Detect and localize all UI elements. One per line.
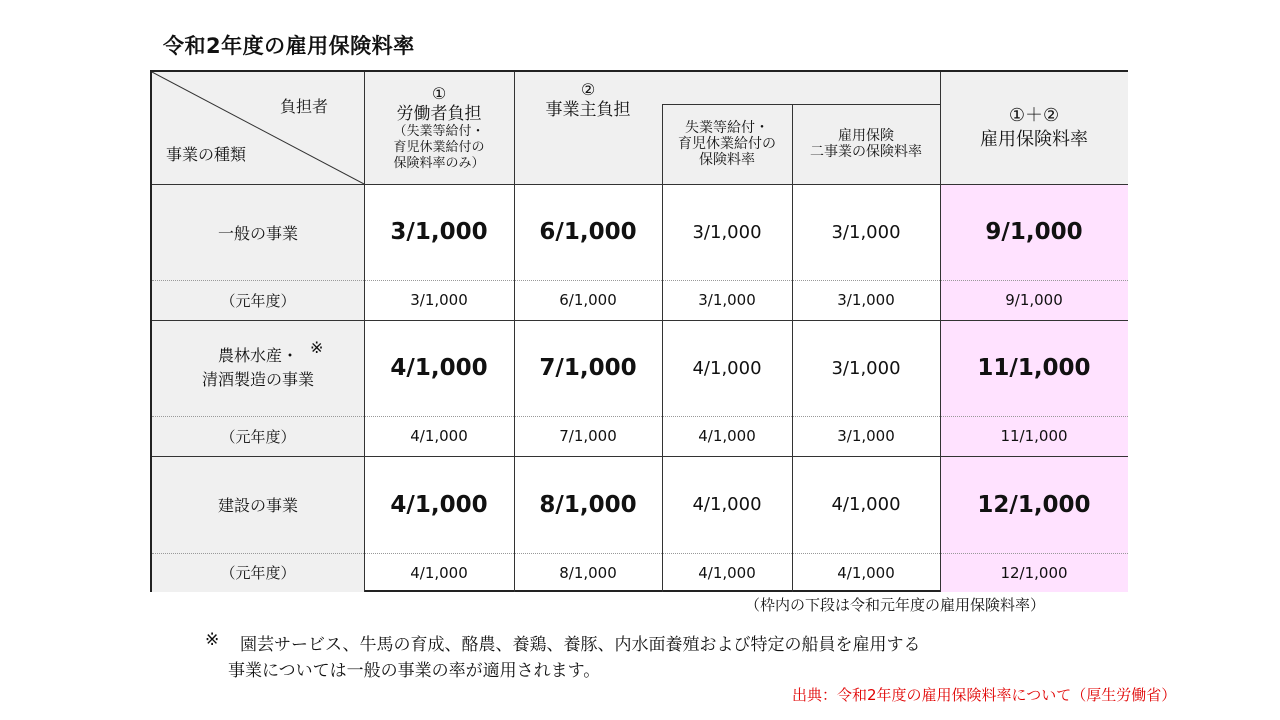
- row-2-sub2: 3/1,000: [831, 357, 901, 379]
- row-2-type: 農林水産・ 清酒製造の事業: [201, 346, 314, 389]
- row-1-total: 9/1,000: [985, 219, 1083, 245]
- row-3-worker: 4/1,000: [390, 491, 488, 518]
- row-3-sub1: 4/1,000: [692, 494, 762, 515]
- row-2-sub1: 4/1,000: [692, 357, 762, 379]
- row-2-prev-sub1: 4/1,000: [698, 427, 756, 445]
- total-header: [940, 72, 1128, 184]
- row-2-total: 11/1,000: [977, 355, 1091, 381]
- worker-label: 労働者負担: [396, 104, 482, 124]
- insurance-rate-table: [150, 70, 1128, 592]
- row-2-worker: 4/1,000: [390, 355, 488, 381]
- row-2-prev-sub2: 3/1,000: [837, 427, 895, 445]
- row-1-prev-employer: 6/1,000: [559, 291, 617, 309]
- note-line-1: 園芸サービス、牛馬の育成、酪農、養鶏、養豚、内水面養殖および特定の船員を雇用する: [240, 635, 921, 655]
- row-3-prev-label: （元年度）: [220, 564, 296, 582]
- row-2-prev-worker: 4/1,000: [410, 427, 468, 445]
- row-3-type: 建設の事業: [217, 496, 298, 515]
- sub1-header: 失業等給付・ 育児休業給付の 保険料率: [678, 120, 776, 168]
- note-line-2: 事業については一般の事業の率が適用されます。: [228, 661, 601, 681]
- row-3-prev-sub1: 4/1,000: [698, 563, 756, 582]
- row-1-sub1: 3/1,000: [692, 221, 762, 243]
- row-2-prev-total: 11/1,000: [1000, 427, 1068, 445]
- burden-label: 負担者: [280, 97, 329, 116]
- row-3-prev-employer: 8/1,000: [559, 563, 617, 582]
- row-1-prev-label: （元年度）: [220, 291, 296, 310]
- row-3-employer: 8/1,000: [539, 491, 637, 518]
- row-1-sub2: 3/1,000: [831, 221, 901, 243]
- row-2-prev-label: （元年度）: [220, 427, 296, 446]
- employer-header: [514, 80, 662, 128]
- row-1-employer: 6/1,000: [539, 219, 637, 245]
- row-3-prev-total: 12/1,000: [1000, 563, 1068, 582]
- type-label: 事業の種類: [166, 145, 247, 164]
- employer-label: 事業主負担: [545, 100, 631, 120]
- row-1-prev-worker: 3/1,000: [410, 291, 468, 309]
- row-1-worker: 3/1,000: [390, 219, 488, 245]
- row-3-sub2: 4/1,000: [831, 494, 901, 515]
- worker-header: [364, 72, 514, 184]
- row-1-prev-sub2: 3/1,000: [837, 291, 895, 309]
- row-3-prev-sub2: 4/1,000: [837, 563, 895, 582]
- note-mark: ※: [205, 630, 220, 650]
- row-1-prev-sub1: 3/1,000: [698, 291, 756, 309]
- row-3-total: 12/1,000: [977, 491, 1091, 518]
- row-1-prev-total: 9/1,000: [1005, 291, 1063, 309]
- employer-num: ②: [580, 80, 596, 99]
- worker-note1: （失業等給付・: [393, 124, 485, 139]
- row-2-note-mark: ※: [310, 338, 324, 357]
- worker-note2: 育児休業給付の: [393, 140, 485, 155]
- sub2-header: 雇用保険 二事業の保険料率: [810, 128, 922, 160]
- source-citation: 出典：令和2年度の雇用保険料率について（厚生労働省）: [792, 686, 1177, 704]
- total-label: 雇用保険料率: [980, 129, 1088, 150]
- worker-num: ①: [431, 84, 447, 103]
- row-2-employer: 7/1,000: [539, 355, 637, 381]
- row-1-type: 一般の事業: [217, 223, 298, 243]
- corner-diagonal: [152, 72, 364, 184]
- employer-sub-divider: [662, 104, 940, 105]
- worker-note3: 保険料率のみ）: [393, 156, 485, 171]
- total-num: ①＋②: [1008, 105, 1060, 126]
- table-footnote: （枠内の下段は令和元年度の雇用保険料率）: [745, 596, 1046, 614]
- row-3-prev-worker: 4/1,000: [410, 563, 468, 582]
- row-2-prev-employer: 7/1,000: [559, 427, 617, 445]
- page-title: 令和2年度の雇用保険料率: [163, 34, 415, 58]
